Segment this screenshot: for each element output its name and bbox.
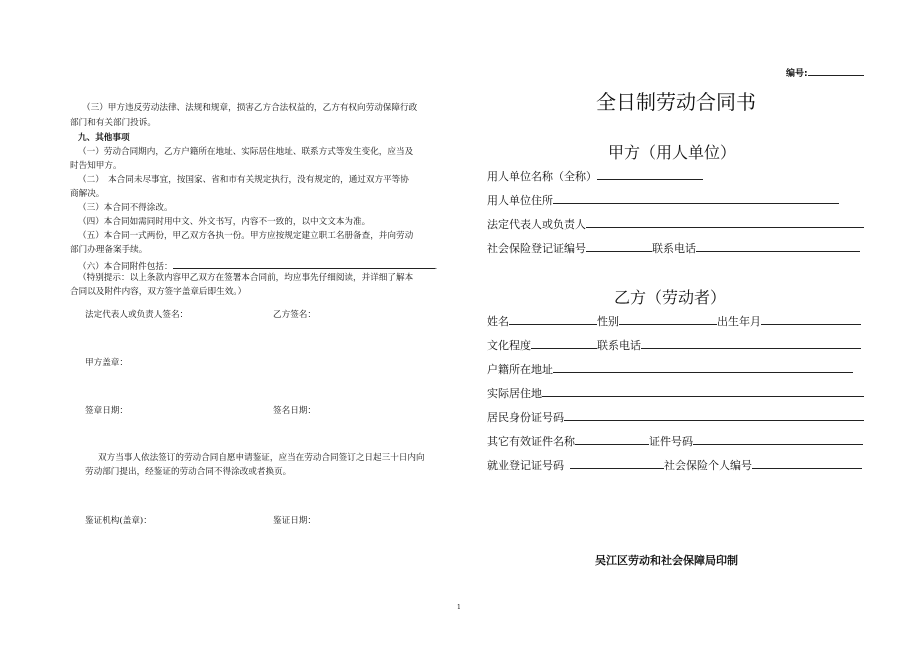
employee-edu-row: 文化程度 联系电话 (487, 336, 861, 353)
clause-9-2-line2: 商解决。 (70, 189, 105, 199)
employee-name-field[interactable] (509, 312, 597, 325)
party-b-title: 乙方（劳动者） (614, 288, 727, 307)
employer-seal-label: 甲方盖章： (85, 358, 128, 368)
employee-household-row: 户籍所在地址 (487, 360, 853, 377)
clause-3-line1: （三）甲方违反劳动法律、法规和规章，损害乙方合法权益的，乙方有权向劳动保障行政 (82, 103, 418, 113)
contract-number-field[interactable] (808, 66, 864, 76)
verification-text-line2: 劳动部门提出，经鉴证的劳动合同不得涂改或者换页。 (85, 467, 292, 477)
employer-address-field[interactable] (553, 191, 839, 204)
employee-basic-row: 姓名 性别 出生年月 (487, 312, 861, 329)
special-note-line2: 合同以及附件内容，双方签字盖章后即生效。） (70, 287, 247, 297)
attachments-blank[interactable] (173, 257, 435, 269)
employer-name-field[interactable] (597, 167, 703, 180)
employer-social-field[interactable] (586, 239, 652, 252)
clause-9-4: （四）本合同如需同时用中文、外文书写，内容不一致的，以中文文本为准。 (78, 217, 371, 227)
document-title: 全日制劳动合同书 (596, 90, 756, 114)
clause-9-6: （六）本合同附件包括： . (78, 257, 437, 275)
employer-address-row: 用人单位住所 (487, 191, 839, 208)
printer-label: 吴江区劳动和社会保障局印制 (595, 554, 738, 567)
verification-date-label: 鉴证日期： (273, 516, 316, 526)
employer-rep-field[interactable] (586, 215, 864, 228)
employee-household-field[interactable] (553, 360, 853, 373)
contract-number: 编号: (786, 66, 864, 79)
clause-9-3: （三）本合同不得涂改。 (78, 203, 173, 213)
employee-other-id-no-field[interactable] (693, 432, 863, 445)
employer-social-row: 社会保险登记证编号 联系电话 (487, 239, 860, 256)
employee-signature-label: 乙方签名： (273, 310, 316, 320)
employee-other-id-name-field[interactable] (575, 432, 649, 445)
employee-residence-row: 实际居住地 (487, 384, 864, 401)
clause-3-line2: 部门和有关部门投诉。 (70, 118, 156, 128)
special-note-line1: （特别提示：以上条款内容甲乙双方在签署本合同前，均应事先仔细阅读，并详细了解本 (78, 273, 414, 283)
employee-birth-field[interactable] (761, 312, 861, 325)
clause-9-5-line1: （五）本合同一式两份，甲乙双方各执一份。甲方应按规定建立职工名册备查，并向劳动 (78, 231, 414, 241)
employee-id-field[interactable] (564, 408, 864, 421)
employer-phone-field[interactable] (696, 239, 860, 252)
verification-text-line1: 双方当事人依法签订的劳动合同自愿申请鉴证，应当在劳动合同签订之日起三十日内向 (98, 453, 425, 463)
clause-9-1-line2: 时告知甲方。 (70, 161, 122, 171)
verification-org-label: 鉴证机构(盖章)： (85, 516, 152, 526)
employee-social-field[interactable] (752, 456, 862, 469)
employer-rep-row: 法定代表人或负责人 (487, 215, 864, 232)
employee-employ-row: 就业登记证号码 社会保险个人编号 (487, 456, 862, 473)
employee-phone-field[interactable] (641, 336, 861, 349)
employee-edu-field[interactable] (531, 336, 597, 349)
employee-id-row: 居民身份证号码 (487, 408, 864, 425)
employee-other-id-row: 其它有效证件名称 证件号码 (487, 432, 863, 449)
section-9-heading: 九、其他事项 (78, 133, 130, 143)
clause-9-5-line2: 部门办理备案手续。 (70, 245, 148, 255)
employer-name-row: 用人单位名称（全称） (487, 167, 703, 184)
page-number: 1 (457, 604, 461, 611)
clause-9-1-line1: （一）劳动合同期内，乙方户籍所在地址、实际居住地址、联系方式等发生变化，应当及 (78, 147, 414, 157)
employer-signature-label: 法定代表人或负责人签名： (85, 310, 189, 320)
employee-residence-field[interactable] (542, 384, 864, 397)
clause-9-2-line1: （二） 本合同未尽事宜，按国家、省和市有关规定执行，没有规定的，通过双方平等协 (78, 175, 409, 185)
employee-employ-field[interactable] (570, 456, 664, 469)
party-a-title: 甲方（用人单位） (608, 143, 737, 162)
employee-gender-field[interactable] (619, 312, 717, 325)
seal-date-label: 签章日期： (85, 406, 128, 416)
sign-date-label: 签名日期： (273, 406, 316, 416)
